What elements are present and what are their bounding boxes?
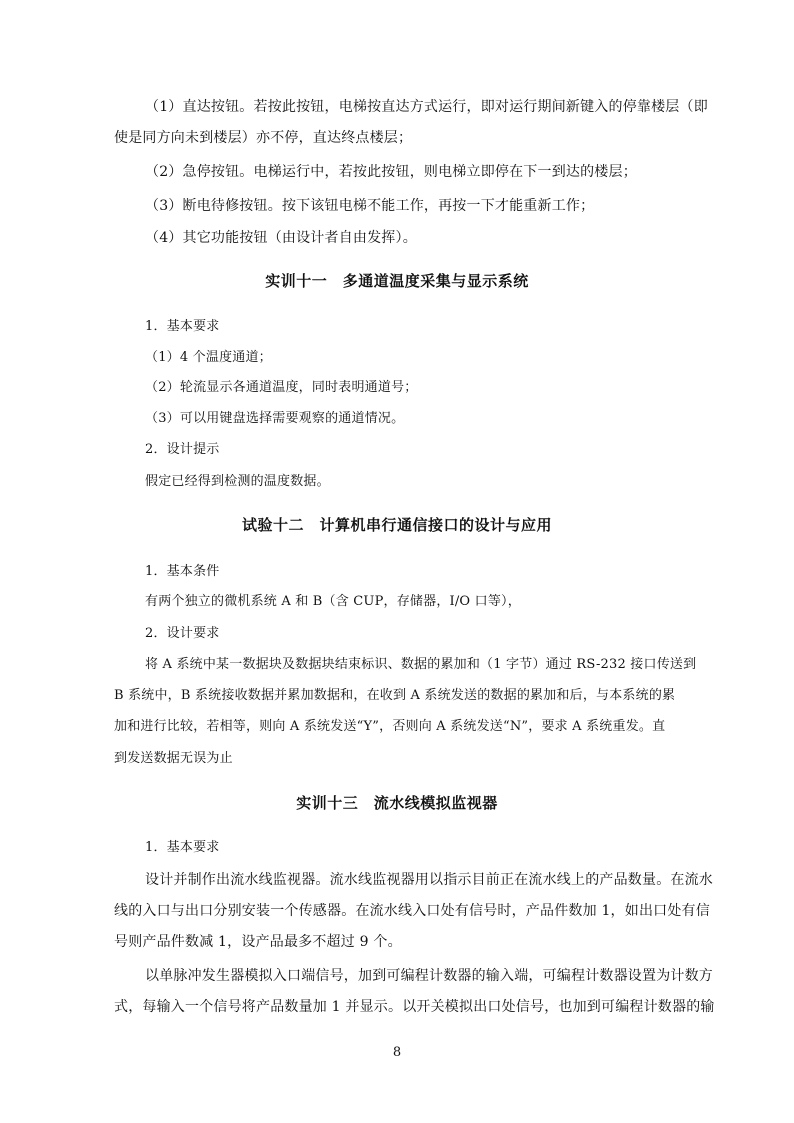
section-11-line: 1．基本要求 [145,319,220,334]
section-13-line: 设计并制作出流水线监视器。流水线监视器用以指示目前正在流水线上的产品数量。在流水 [145,872,713,888]
section-11-title: 实训十一 多通道温度采集与显示系统 [265,272,529,290]
section-13-line: 以单脉冲发生器模拟入口端信号，加到可编程计数器的输入端，可编程计数器设置为计数方 [145,968,713,984]
section-12-line: 有两个独立的微机系统 A 和 B（含 CUP，存储器，I/O 口等）， [145,594,521,609]
section-13-line: 号则产品件数减 1，设产品最多不超过 9 个。 [114,934,402,950]
section-11-line: （3）可以用键盘选择需要观察的通道情况。 [145,411,405,426]
section-12-line: 2．设计要求 [145,626,220,641]
section-12-line: 将 A 系统中某一数据块及数据块结束标识、数据的累加和（1 字节）通过 RS-232 接口传送到 [145,657,697,672]
section-11-line: （2）轮流显示各通道温度，同时表明通道号； [145,380,418,395]
elevator-item-3: （3）断电待修按钮。按下该钮电梯不能工作，再按一下才能重新工作； [145,198,595,214]
section-12-line: 1．基本条件 [145,564,220,579]
section-13-line: 线的入口与出口分别安装一个传感器。在流水线入口处有信号时，产品件数加 1，如出口处有信 [114,903,710,919]
section-12-line: B 系统中，B 系统接收数据并累加数据和，在收到 A 系统发送的数据的累加和后，与本系统的累 [114,688,676,703]
elevator-item-4: （4）其它功能按钮（由设计者自由发挥）。 [145,230,417,246]
elevator-item-1-line-2: 使是同方向未到楼层）亦不停，直达终点楼层； [114,130,413,146]
section-13-title: 实训十三 流水线模拟监视器 [296,794,498,812]
section-12-title: 试验十二 计算机串行通信接口的设计与应用 [241,516,552,534]
elevator-item-1-line-1: （1）直达按钮。若按此按钮，电梯按直达方式运行，即对运行期间新键入的停靠楼层（即 [145,99,708,115]
section-11-line: 2．设计提示 [145,442,220,457]
section-11-line: （1）4 个温度通道； [145,350,272,365]
elevator-item-2: （2）急停按钮。电梯运行中，若按此按钮，则电梯立即停在下一到达的楼层； [145,164,637,180]
section-13-line: 式，每输入一个信号将产品数量加 1 并显示。以开关模拟出口处信号，也加到可编程计数器的输 [114,999,715,1015]
section-11-line: 假定已经得到检测的温度数据。 [145,474,330,489]
page-number: 8 [392,1045,402,1060]
section-12-line: 到发送数据无误为止 [114,751,233,766]
section-12-line: 加和进行比较，若相等，则向 A 系统发送“Y”，否则向 A 系统发送“N”，要求 A 系统重发。直 [114,719,666,734]
section-13-line: 1．基本要求 [145,840,220,855]
